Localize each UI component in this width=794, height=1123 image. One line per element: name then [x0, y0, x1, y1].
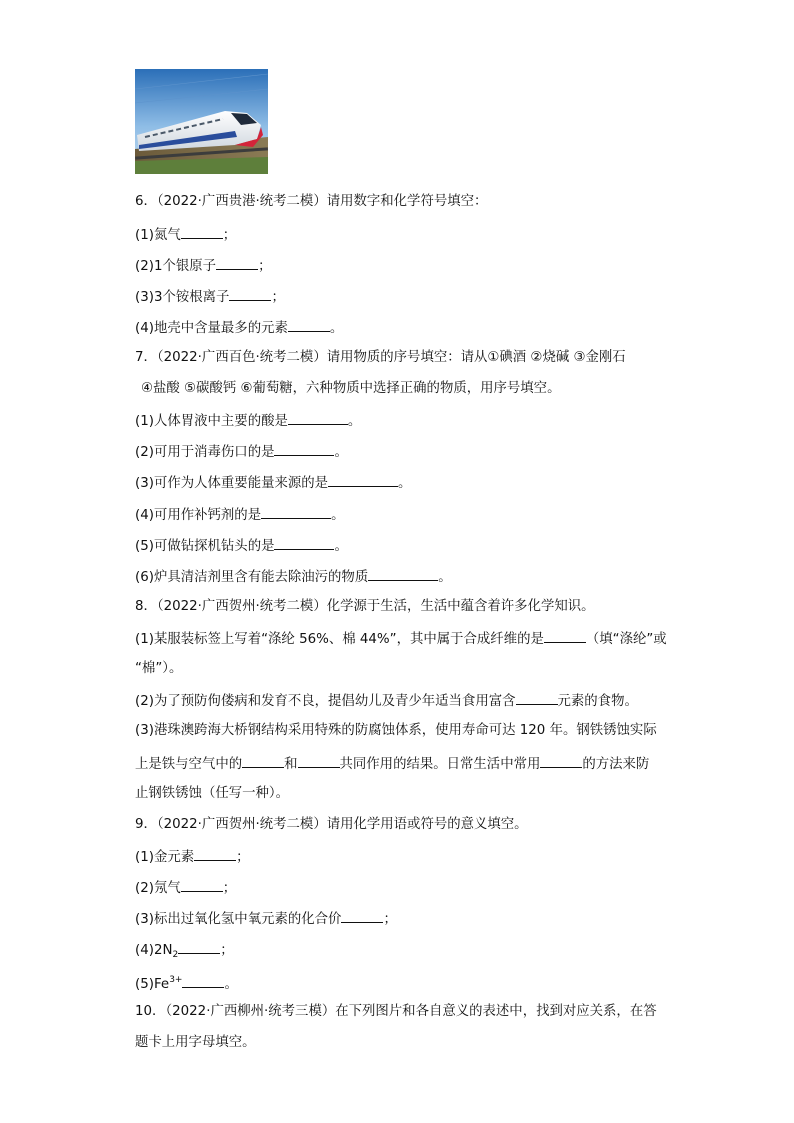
answer-blank[interactable] — [341, 910, 383, 923]
q7-item-2: (2)可用于消毒伤口的是 。 — [135, 445, 348, 460]
q7-item-6: (6)炉具清洁剂里含有能去除油污的物质 。 — [135, 570, 452, 585]
answer-blank[interactable] — [516, 692, 558, 705]
q6-item-4: (4)地壳中含量最多的元素 。 — [135, 321, 344, 336]
answer-blank[interactable] — [288, 319, 330, 332]
answer-blank[interactable] — [298, 755, 340, 768]
q8-stem: 8．（2022·广西贺州·统考二模）化学源于生活，生活中蕴含着许多化学知识。 — [135, 599, 595, 614]
superscript: 3+ — [169, 975, 183, 985]
answer-blank[interactable] — [242, 755, 284, 768]
q9-item-3: (3)标出过氧化氢中氧元素的化合价 ； — [135, 912, 397, 927]
q8-part-2: (2)为了预防佝偻病和发育不良，提倡幼儿及青少年适当食用富含 元素的食物。 — [135, 694, 638, 709]
q8-part-1: (1)某服装标签上写着“涤纶 56%、棉 44%”，其中属于合成纤维的是 （填“涤纶”或 — [135, 632, 667, 647]
q8-part-3-end: 止钢铁锈蚀（任写一种）。 — [135, 786, 289, 801]
q7-stem-line-1: 7．（2022·广西百色·统考二模）请用物质的序号填空：请从①碘酒 ②烧碱 ③金刚石 — [135, 350, 626, 365]
answer-blank[interactable] — [328, 474, 398, 487]
q10-stem-line-2: 题卡上用字母填空。 — [135, 1035, 256, 1050]
q9-item-4: $(4)2N_2$ ； — [135, 943, 234, 960]
q9-item-1: (1)金元素 ； — [135, 850, 250, 865]
answer-blank[interactable] — [274, 443, 334, 456]
answer-blank[interactable] — [181, 226, 223, 239]
q9-stem: 9．（2022·广西贺州·统考二模）请用化学用语或符号的意义填空。 — [135, 817, 528, 832]
q7-item-4: (4)可用作补钙剂的是 。 — [135, 508, 345, 523]
q6-stem: 6．（2022·广西贵港·统考二模）请用数字和化学符号填空： — [135, 194, 488, 209]
q9-item-2: (2)氖气 ； — [135, 881, 237, 896]
answer-blank[interactable] — [194, 848, 236, 861]
subscript: 2 — [172, 950, 179, 960]
q6-item-1: (1)氮气 ； — [135, 228, 237, 243]
q10-stem-line-1: 10．（2022·广西柳州·统考三模）在下列图片和各自意义的表述中，找到对应关系，在答 — [135, 1004, 657, 1019]
answer-blank[interactable] — [178, 941, 220, 954]
answer-blank[interactable] — [182, 975, 224, 988]
q6-item-2: (2)1个银原子 ； — [135, 259, 272, 274]
high-speed-train-image — [135, 69, 268, 174]
q7-item-5: (5)可做钻探机钻头的是 。 — [135, 539, 348, 554]
q8-part-3: (3)港珠澳跨海大桥钢结构采用特殊的防腐蚀体系，使用寿命可达 120 年。钢铁锈蚀实际 — [135, 723, 657, 738]
q7-item-1: (1)人体胃液中主要的酸是 。 — [135, 414, 362, 429]
answer-blank[interactable] — [229, 288, 271, 301]
answer-blank[interactable] — [288, 412, 348, 425]
answer-blank[interactable] — [181, 879, 223, 892]
answer-blank[interactable] — [368, 568, 438, 581]
q7-stem-line-2: ④盐酸 ⑤碳酸钙 ⑥葡萄糖，六种物质中选择正确的物质，用序号填空。 — [141, 381, 561, 396]
q8-part-1-cont: “棉”）。 — [135, 661, 183, 676]
q6-item-3: (3)3个铵根离子 ； — [135, 290, 285, 305]
q7-item-3: (3)可作为人体重要能量来源的是 。 — [135, 476, 412, 491]
q8-part-3-cont: 上是铁与空气中的 和 共同作用的结果。日常生活中常用 的方法来防 — [135, 757, 650, 772]
answer-blank[interactable] — [216, 257, 258, 270]
answer-blank[interactable] — [540, 755, 582, 768]
answer-blank[interactable] — [274, 537, 334, 550]
answer-blank[interactable] — [261, 506, 331, 519]
answer-blank[interactable] — [544, 630, 586, 643]
q9-item-5: $(5)Fe^{3+}$ 。 — [135, 975, 238, 992]
